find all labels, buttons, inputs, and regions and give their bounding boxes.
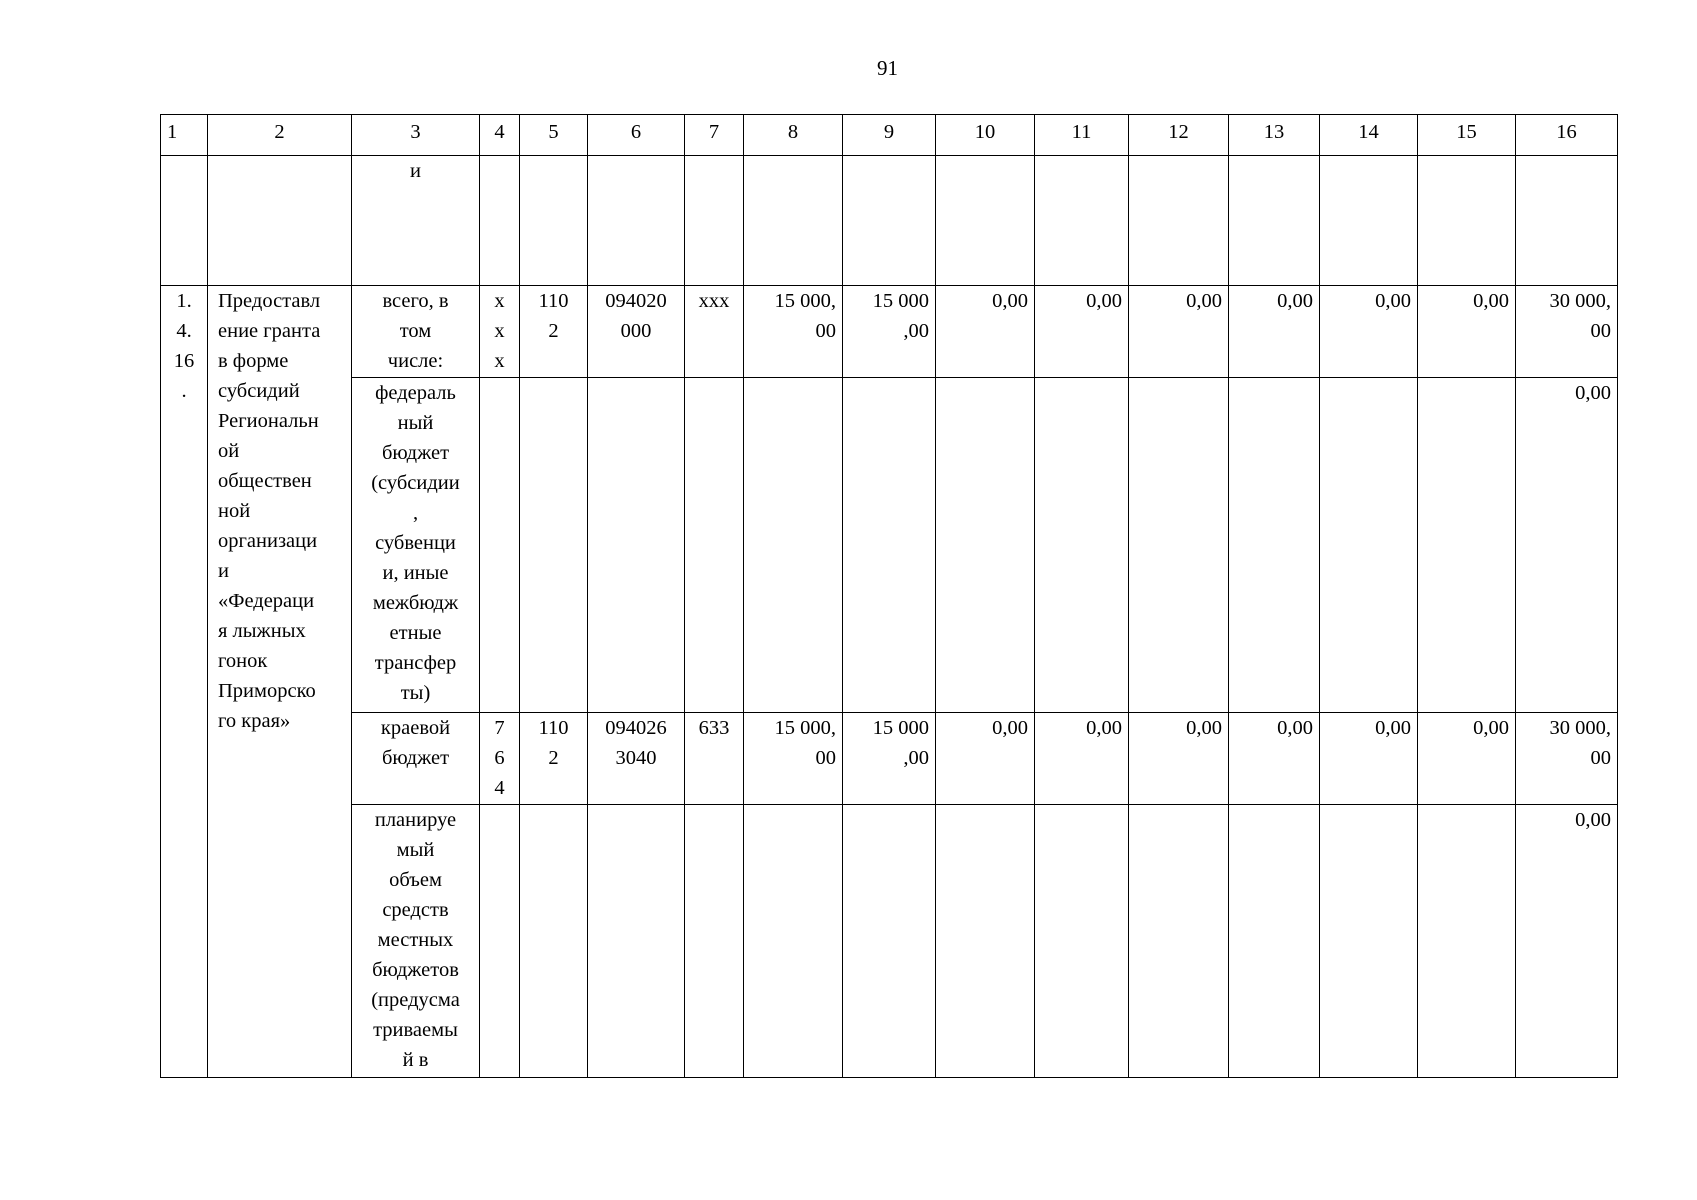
col-header-16: 16 <box>1516 115 1618 156</box>
cell-c8: 15 000, 00 <box>744 713 843 805</box>
cell-c10: 0,00 <box>936 286 1035 378</box>
col-header-10: 10 <box>936 115 1035 156</box>
source-label: краевой бюджет <box>352 713 480 805</box>
cell-c11: 0,00 <box>1035 713 1129 805</box>
cell-c4: х х х <box>480 286 520 378</box>
cell-c11: 0,00 <box>1035 286 1129 378</box>
col-header-7: 7 <box>685 115 744 156</box>
col-header-11: 11 <box>1035 115 1129 156</box>
cell-c16: 0,00 <box>1516 378 1618 713</box>
cell-c14: 0,00 <box>1320 713 1418 805</box>
col-header-12: 12 <box>1129 115 1229 156</box>
col-header-1: 1 <box>161 115 208 156</box>
col-header-5: 5 <box>520 115 588 156</box>
source-label: федераль ный бюджет (субсидии , субвенци и, иные межбюдж етные трансфер ты) <box>352 378 480 713</box>
cell-c15: 0,00 <box>1418 286 1516 378</box>
cell-c6: 094020 000 <box>588 286 685 378</box>
cell-c12: 0,00 <box>1129 286 1229 378</box>
col-header-2: 2 <box>208 115 352 156</box>
continued-text: и <box>352 156 480 286</box>
source-label: планируе мый объем средств местных бюджетов (предусма триваемы й в <box>352 805 480 1078</box>
cell-c5: 110 2 <box>520 713 588 805</box>
col-header-3: 3 <box>352 115 480 156</box>
cell-c9: 15 000 ,00 <box>843 713 936 805</box>
cell-c14: 0,00 <box>1320 286 1418 378</box>
cell-c13: 0,00 <box>1229 713 1320 805</box>
cell-c7: 633 <box>685 713 744 805</box>
cell-c9: 15 000 ,00 <box>843 286 936 378</box>
col-header-13: 13 <box>1229 115 1320 156</box>
column-number-row <box>161 115 1618 156</box>
table-row <box>161 713 1618 805</box>
col-header-15: 15 <box>1418 115 1516 156</box>
cell-c16: 30 000, 00 <box>1516 713 1618 805</box>
source-label: всего, в том числе: <box>352 286 480 378</box>
col-header-14: 14 <box>1320 115 1418 156</box>
col-header-4: 4 <box>480 115 520 156</box>
table-row <box>161 805 1618 1078</box>
item-name: Предоставл ение гранта в форме субсидий Региональн ой обществен ной организаци и «Федераци я лыжных гонок Приморско го края» <box>208 286 352 1078</box>
cell-c4: 7 6 4 <box>480 713 520 805</box>
continuation-row <box>161 156 1618 286</box>
cell-c6: 094026 3040 <box>588 713 685 805</box>
budget-table <box>160 114 1618 1078</box>
page-number: 91 <box>877 56 898 80</box>
cell-c15: 0,00 <box>1418 713 1516 805</box>
table-row <box>161 286 1618 378</box>
table-row <box>161 378 1618 713</box>
cell-c16: 0,00 <box>1516 805 1618 1078</box>
col-header-9: 9 <box>843 115 936 156</box>
col-header-6: 6 <box>588 115 685 156</box>
cell-c12: 0,00 <box>1129 713 1229 805</box>
item-number: 1. 4. 16 . <box>161 286 208 1078</box>
cell-c5: 110 2 <box>520 286 588 378</box>
cell-c16: 30 000, 00 <box>1516 286 1618 378</box>
cell-c10: 0,00 <box>936 713 1035 805</box>
cell-c7: ххх <box>685 286 744 378</box>
col-header-8: 8 <box>744 115 843 156</box>
cell-c8: 15 000, 00 <box>744 286 843 378</box>
cell-c13: 0,00 <box>1229 286 1320 378</box>
